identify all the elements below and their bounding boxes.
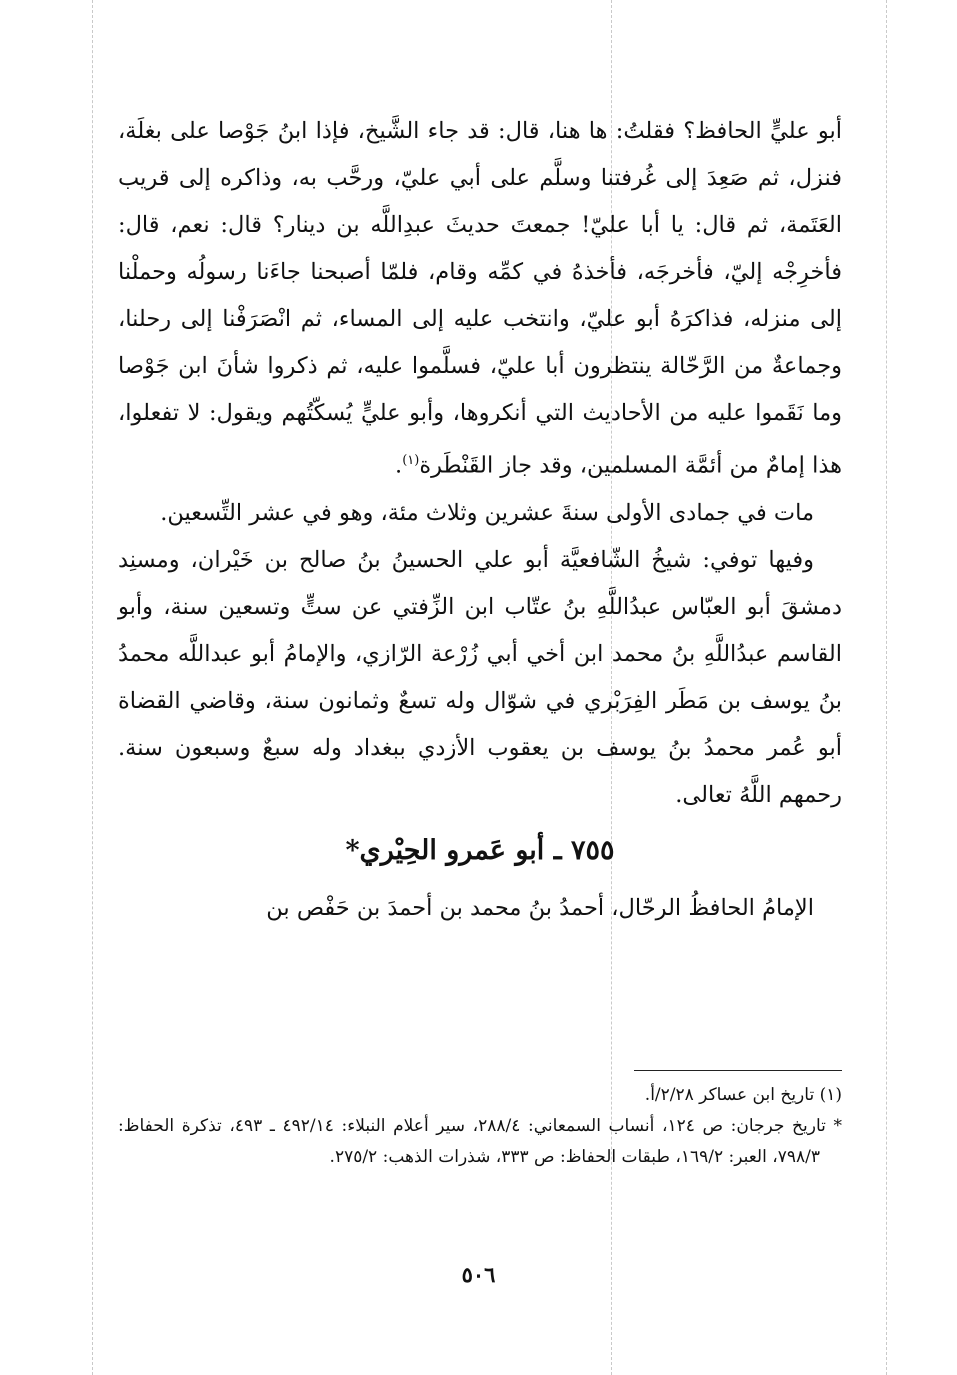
footnote-1: (١) تاريخ ابن عساكر ٢/٢٨/أ. [644, 1085, 842, 1105]
footnote-divider [634, 1070, 842, 1071]
scan-guide-line-left [92, 0, 93, 1375]
paragraph-continued [118, 108, 842, 490]
paragraph-1-text: أبو عليٍّ الحافظ؟ فقلتُ: ها هنا، قال: قد جاء الشَّيخ، فإذا ابنُ جَوْصا على بغلَة، فنزل، ثم صَعِدَ إلى غُرفتنا وسلَّم على أبي عليّ، ورحَّب به، وذاكره إلى قريب العَتَمة، ثم قال: يا أبا عليّ! جمعتَ حديثَ عبدِاللَّه بن دينار؟ قال: نعم، قال: فأخرِجْه إليّ، فأخرجَه، فأخذهُ في كمِّه وقام، فلمّا أصبحنا جاءَنا رسولُه وحملْنا إلى منزله، فذاكرَهُ أبو عليّ، وانتخب عليه إلى المساء، ثم انْصَرَفْنا إلى رحلنا، وجماعةٌ من الرَّحّالة ينتظرون أبا عليّ، فسلَّموا عليه، ثم ذكروا شأنَ ابن جَوْصا وما نَقَموا عليه من الأحاديث التي أنكروها، وأبو عليٍّ يُسكّتُهم ويقول: لا تفعلوا، هذا إمامٌ من أئمَّة المسلمين، وقد جاز القَنْطَرة [118, 118, 842, 479]
footnotes [118, 1080, 842, 1173]
page-number: ٥٠٦ [461, 1262, 496, 1287]
paragraph-death-date: مات في جمادى الأولى سنةَ عشرين وثلاث مئة، وهو في عشر التِّسعين. [160, 499, 814, 526]
footnote-reference[interactable]: (١) [402, 453, 420, 468]
paragraph-entry-start: الإمامُ الحافظُ الرحّال، أحمدُ بنُ محمد بن أحمدَ بن حَفْص بن [266, 894, 814, 921]
page-body [118, 108, 842, 932]
paragraph-deaths-that-year: وفيها توفي: شيخُ الشّافعيَّة أبو علي الحسينُ بنُ صالح بن خَيْران، ومسنِد دمشقَ أبو العبّاس عبدُاللَّهِ بنُ عتّاب ابن الزِّفتي عن ستٍّ وتسعين سنة، وأبو القاسم عبدُاللَّهِ بنُ محمد ابن أخي أبي زُرْعة الرّازي، والإمامُ أبو عبداللَّه محمدُ بنُ يوسف بن مَطَر الفِرَبْري في شوّال وله تسعٌ وثمانون سنة، وقاضي القضاة أبو عُمر محمدُ بنُ يوسف بن يعقوب الأزدي ببغداد وله سبعٌ وسبعون سنة. رحمهم اللَّهُ تعالى. [118, 546, 842, 808]
footnote-sources: * تاريخ جرجان: ص ١٢٤، أنساب السمعاني: ٢٨٨/٤، سير أعلام النبلاء: ٤٩٢/١٤ ـ ٤٩٣، تذكرة الحفاظ: ٧٩٨/٣، العبر: ١٦٩/٢، طبقات الحفاظ: ص ٣٣٣، شذرات الذهب: ٢٧٥/٢. [118, 1116, 842, 1167]
paragraph-1-end: . [395, 452, 403, 479]
entry-heading: ٧٥٥ ـ أبو عَمرو الحِيْري* [345, 834, 615, 866]
scan-guide-line-right [886, 0, 887, 1375]
